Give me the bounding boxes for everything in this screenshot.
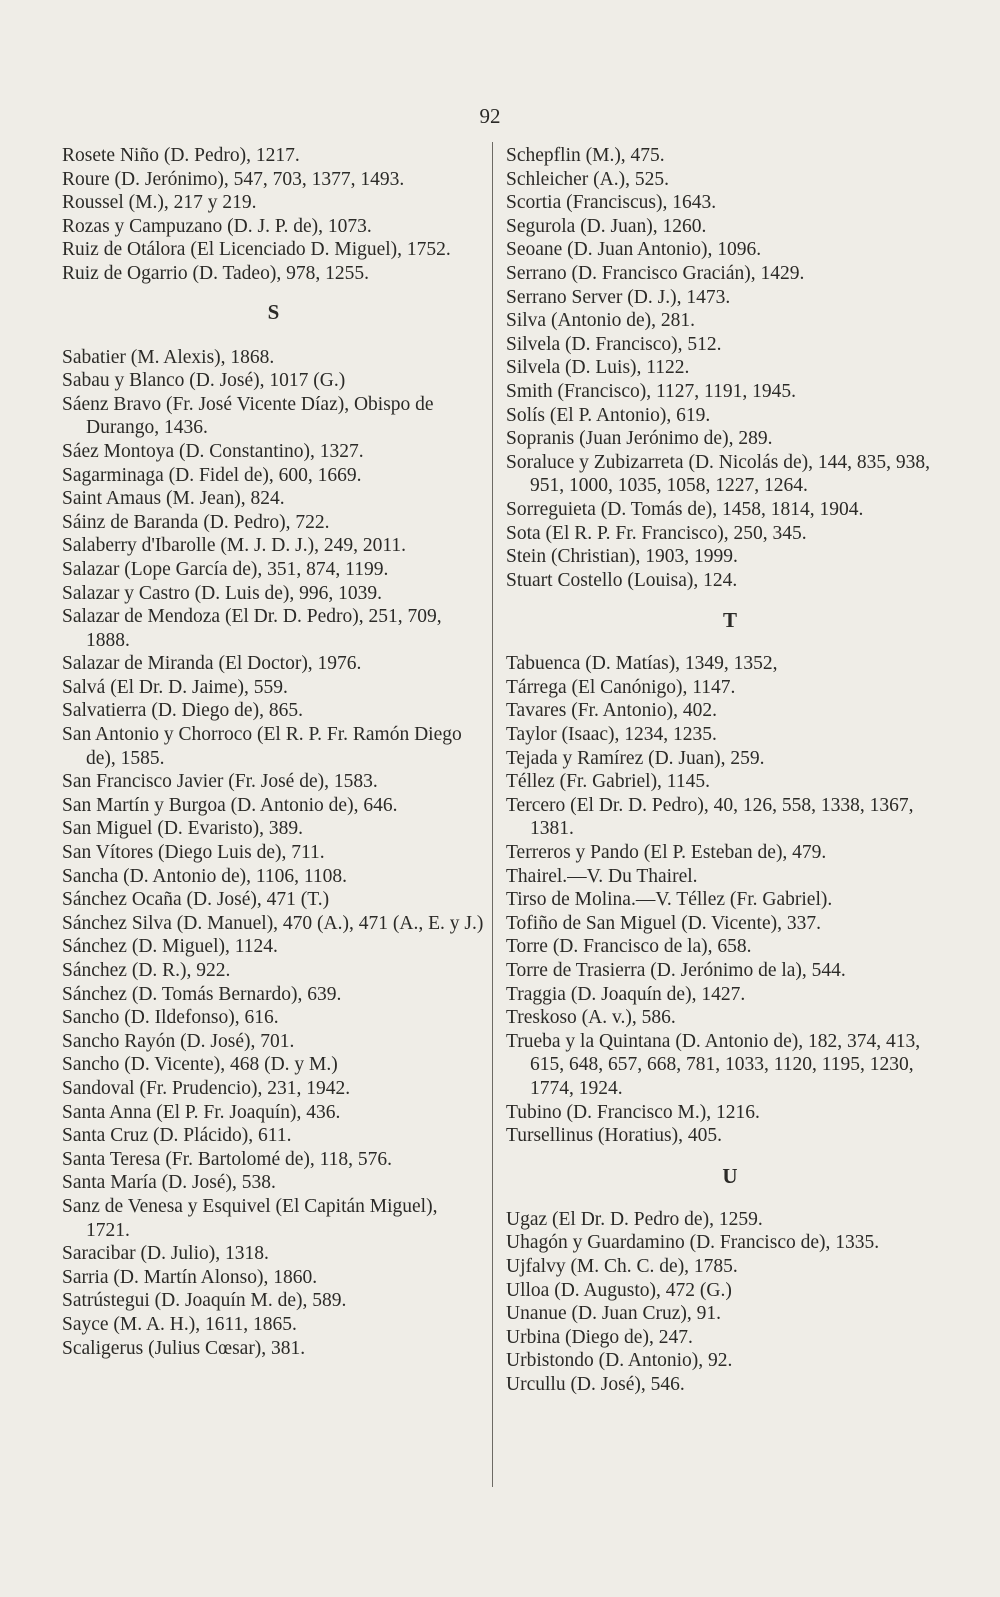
index-entry: Soraluce y Zubizarreta (D. Nicolás de), 144, 835, 938, 951, 1000, 1035, 1058, 1227, 1264. — [506, 451, 930, 497]
index-entry: Taylor (Isaac), 1234, 1235. — [506, 724, 717, 746]
index-entry: Silvela (D. Luis), 1122. — [506, 357, 690, 379]
index-entry: Salazar de Miranda (El Doctor), 1976. — [62, 653, 362, 675]
index-entry: Torre de Trasierra (D. Jerónimo de la), 544. — [506, 960, 846, 981]
index-entry: Stein (Christian), 1903, 1999. — [506, 546, 738, 568]
index-entry: Unanue (D. Juan Cruz), 91. — [506, 1303, 721, 1325]
index-entry: Salazar y Castro (D. Luis de), 996, 1039. — [62, 582, 383, 604]
index-entry: Ugaz (El Dr. D. Pedro de), 1259. — [506, 1208, 763, 1230]
index-entry: Tabuenca (D. Matías), 1349, 1352, — [506, 653, 778, 675]
index-entry: Saint Amaus (M. Jean), 824. — [62, 488, 285, 510]
left-intro-list — [62, 144, 485, 286]
index-entry: Sáenz Bravo (Fr. José Vicente Díaz), Obispo de Durango, 1436. — [62, 393, 434, 439]
index-entry: Sota (El R. P. Fr. Francisco), 250, 345. — [506, 522, 807, 544]
right-column — [506, 144, 954, 1397]
index-entry: Salazar de Mendoza (El Dr. D. Pedro), 251, 709, 1888. — [62, 606, 442, 651]
index-entry: Sanz de Venesa y Esquivel (El Capitán Miguel), 1721. — [62, 1195, 438, 1241]
index-entry: Sánchez (D. R.), 922. — [62, 960, 231, 981]
index-entry: Serrano (D. Francisco Gracián), 1429. — [506, 262, 805, 284]
index-entry: Uhagón y Guardamino (D. Francisco de), 1335. — [506, 1232, 880, 1254]
index-entry: Rosete Niño (D. Pedro), 1217. — [62, 145, 300, 166]
column-divider — [492, 142, 493, 1487]
index-entry: Tubino (D. Francisco M.), 1216. — [506, 1101, 760, 1123]
index-entry: Sancho Rayón (D. José), 701. — [62, 1030, 295, 1052]
index-entry: Tirso de Molina.—V. Téllez (Fr. Gabriel). — [506, 889, 833, 911]
left-column — [62, 144, 485, 1360]
index-entry: Terreros y Pando (El P. Esteban de), 479. — [506, 842, 827, 864]
index-entry: Urbistondo (D. Antonio), 92. — [506, 1350, 733, 1372]
index-entry: Rozas y Campuzano (D. J. P. de), 1073. — [62, 215, 372, 237]
index-entry: Schleicher (A.), 525. — [506, 168, 669, 190]
index-entry: Roure (D. Jerónimo), 547, 703, 1377, 1493. — [62, 168, 405, 190]
index-entry: Saracibar (D. Julio), 1318. — [62, 1243, 269, 1265]
index-entry: Sorreguieta (D. Tomás de), 1458, 1814, 1904. — [506, 498, 864, 520]
index-entry: Sayce (M. A. H.), 1611, 1865. — [62, 1313, 297, 1335]
index-entry: Urcullu (D. José), 546. — [506, 1373, 685, 1395]
index-entry: Sáinz de Baranda (D. Pedro), 722. — [62, 511, 330, 533]
index-entry: Sánchez (D. Tomás Bernardo), 639. — [62, 983, 342, 1005]
index-entry: Téllez (Fr. Gabriel), 1145. — [506, 771, 710, 793]
section-heading-s: S — [267, 299, 280, 324]
index-entry: Ulloa (D. Augusto), 472 (G.) — [506, 1279, 732, 1301]
index-entry: Silva (Antonio de), 281. — [506, 310, 696, 332]
index-entry: San Vítores (Diego Luis de), 711. — [62, 842, 325, 864]
index-entry: San Miguel (D. Evaristo), 389. — [62, 818, 304, 840]
index-entry: Torre (D. Francisco de la), 658. — [506, 936, 752, 958]
section-t-list — [506, 652, 954, 1147]
index-entry: Roussel (M.), 217 y 219. — [62, 192, 257, 214]
index-entry: Sagarminaga (D. Fidel de), 600, 1669. — [62, 464, 362, 486]
section-s-list — [62, 346, 485, 1361]
index-entry: Tejada y Ramírez (D. Juan), 259. — [506, 747, 765, 769]
index-entry: Sabatier (M. Alexis), 1868. — [62, 346, 275, 368]
index-entry: Smith (Francisco), 1127, 1191, 1945. — [506, 380, 796, 402]
section-heading-u: U — [722, 1163, 738, 1188]
index-entry: Sancho (D. Ildefonso), 616. — [62, 1007, 279, 1029]
index-entry: Ujfalvy (M. Ch. C. de), 1785. — [506, 1255, 738, 1277]
index-entry: Tercero (El Dr. D. Pedro), 40, 126, 558, 1338, 1367, 1381. — [506, 794, 914, 840]
index-entry: Santa Anna (El P. Fr. Joaquín), 436. — [62, 1101, 341, 1123]
section-u-list — [506, 1208, 954, 1397]
index-entry: Sancha (D. Antonio de), 1106, 1108. — [62, 865, 348, 887]
index-entry: Sánchez Silva (D. Manuel), 470 (A.), 471 (A., E. y J.) — [62, 912, 484, 934]
index-entry: Sabau y Blanco (D. José), 1017 (G.) — [62, 370, 346, 392]
index-entry: Trueba y la Quintana (D. Antonio de), 182, 374, 413, 615, 648, 657, 668, 781, 1033, 1120, 1195, 1230, 1774, 1924. — [506, 1030, 921, 1099]
index-entry: Ruiz de Otálora (El Licenciado D. Miguel), 1752. — [62, 239, 451, 261]
index-entry: Scaligerus (Julius Cœsar), 381. — [62, 1337, 306, 1359]
index-entry: Sandoval (Fr. Prudencio), 231, 1942. — [62, 1077, 351, 1099]
index-entry: Schepflin (M.), 475. — [506, 145, 665, 166]
index-entry: Tárrega (El Canónigo), 1147. — [506, 676, 736, 698]
index-entry: Scortia (Franciscus), 1643. — [506, 192, 717, 214]
index-entry: Sarria (D. Martín Alonso), 1860. — [62, 1266, 318, 1288]
index-entry: Santa María (D. José), 538. — [62, 1172, 276, 1194]
section-heading-t: T — [722, 608, 737, 633]
index-entry: Santa Teresa (Fr. Bartolomé de), 118, 576. — [62, 1148, 393, 1170]
index-entry: Traggia (D. Joaquín de), 1427. — [506, 983, 746, 1005]
index-entry: Tofiño de San Miguel (D. Vicente), 337. — [506, 912, 821, 934]
index-entry: San Francisco Javier (Fr. José de), 1583. — [62, 771, 378, 793]
index-entry: Tavares (Fr. Antonio), 402. — [506, 700, 717, 722]
index-entry: Thairel.—V. Du Thairel. — [506, 865, 698, 887]
index-entry: Serrano Server (D. J.), 1473. — [506, 286, 731, 308]
index-entry: Urbina (Diego de), 247. — [506, 1326, 693, 1348]
index-entry: Segurola (D. Juan), 1260. — [506, 215, 707, 237]
index-entry: Solís (El P. Antonio), 619. — [506, 404, 711, 426]
index-entry: Salvatierra (D. Diego de), 865. — [62, 700, 303, 722]
index-entry: Silvela (D. Francisco), 512. — [506, 333, 722, 355]
index-entry: Ruiz de Ogarrio (D. Tadeo), 978, 1255. — [62, 262, 369, 284]
index-entry: Treskoso (A. v.), 586. — [506, 1007, 676, 1029]
index-entry: Sánchez Ocaña (D. José), 471 (T.) — [62, 889, 330, 911]
index-entry: Sáez Montoya (D. Constantino), 1327. — [62, 440, 364, 462]
index-entry: San Antonio y Chorroco (El R. P. Fr. Ramón Diego de), 1585. — [62, 724, 462, 769]
index-entry: Seoane (D. Juan Antonio), 1096. — [506, 239, 762, 261]
index-entry: Salvá (El Dr. D. Jaime), 559. — [62, 676, 288, 698]
index-entry: Salaberry d'Ibarolle (M. J. D. J.), 249, 2011. — [62, 535, 406, 557]
right-intro-list — [506, 144, 954, 592]
index-entry: Santa Cruz (D. Plácido), 611. — [62, 1125, 292, 1147]
index-entry: Satrústegui (D. Joaquín M. de), 589. — [62, 1290, 347, 1312]
index-entry: Salazar (Lope García de), 351, 874, 1199. — [62, 558, 389, 580]
index-entry: Stuart Costello (Louisa), 124. — [506, 569, 738, 591]
index-entry: Tursellinus (Horatius), 405. — [506, 1125, 722, 1147]
index-entry: Sánchez (D. Miguel), 1124. — [62, 936, 278, 958]
index-entry: Sopranis (Juan Jerónimo de), 289. — [506, 428, 773, 450]
index-entry: San Martín y Burgoa (D. Antonio de), 646. — [62, 794, 398, 816]
page-number: 92 — [479, 104, 501, 128]
index-entry: Sancho (D. Vicente), 468 (D. y M.) — [62, 1054, 338, 1076]
